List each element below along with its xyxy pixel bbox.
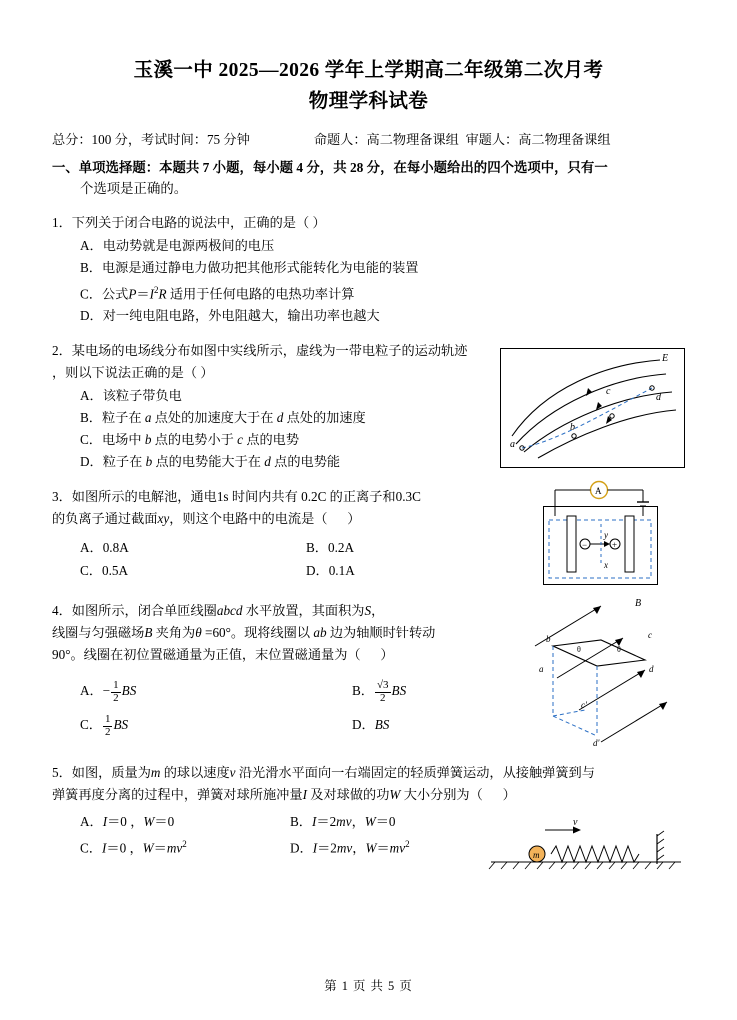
question-5-text-line1: 如图，质量为m 的球以速度v 沿光滑水平面向一右端固定的轻质弹簧运动，从接触弹簧到与 [71,765,595,781]
section-label: 一、单项选择题： [52,160,160,175]
svg-text:x: x [604,560,608,571]
svg-text:v: v [573,817,578,829]
question-4-text-line2: 线圈与匀强磁场B 夹角为θ =60°。现将线圈以 ab 边为轴顺时针转动 [52,625,436,641]
svg-text:b: b [546,634,551,645]
exam-meta-left: 总分：100 分，考试时间：75 分钟 [52,132,250,147]
svg-text:y: y [604,530,608,541]
question-3-text-line1: 如图所示的电解池，通电1s 时间内共有 0.2C 的正离子和0.3C [71,489,421,505]
svg-text:c: c [648,630,652,641]
option-b[interactable]: B．电源是通过静电力做功把其他形式能转化为电能的装置 [80,260,419,275]
option-b[interactable]: B． $\frac{√3}{2}$ BS [352,679,407,704]
svg-text:d: d [656,392,661,404]
svg-text:+: + [612,540,618,551]
option-d[interactable]: D．粒子在 b 点的电势能大于在 d 点的电势能 [80,454,341,470]
question-4 [52,598,685,749]
option-a[interactable]: A．− $\frac{1}{2}$ BS [80,679,137,704]
option-d[interactable]: D．0.1A [306,563,355,579]
question-3-options [52,536,532,582]
svg-text:θ: θ [577,645,581,655]
question-5 [52,762,685,859]
section-heading [52,157,685,199]
question-2-text-line1: 某电场的电场线分布如图中实线所示，虚线为一带电粒子的运动轨迹 [71,343,468,359]
option-c[interactable]: C．公式$P=I^2R$ 适用于任何电路的电热功率计算 [80,285,355,302]
question-3-figure [515,480,685,600]
svg-text:−: − [582,540,588,551]
section-desc: 本题共 7 小题，每小题 4 分，共 28 分，在每小题给出的四个选项中，只有一 [159,160,608,175]
question-3-number: 3． [52,489,72,505]
question-1 [52,212,685,327]
option-a[interactable]: A．该粒子带负电 [80,388,182,404]
svg-text:b: b [570,422,575,434]
option-d[interactable]: D．对一纯电阻电路，外电阻越大，输出功率也越大 [80,308,380,324]
exam-meta-setter: 命题人：高二物理备课组 [313,132,459,147]
question-5-options [52,810,500,859]
svg-text:c: c [606,386,611,398]
svg-text:d: d [649,664,654,675]
question-4-text-line3: 90°。线圈在初位置磁通量为正值，末位置磁通量为（ ） [52,647,394,663]
option-c[interactable]: C．0.5A [80,563,128,579]
option-b[interactable]: B．I＝2mv，W＝0 [290,814,396,830]
page-subtitle: 物理学科试卷 [308,91,429,112]
question-4-stem [52,600,504,666]
question-2-text-line2: ，则以下说法正确的是（ ） [52,365,214,381]
option-c[interactable]: C．电场中 b 点的电势小于 c 点的电势 [80,432,300,448]
option-c[interactable]: C．I＝0 ，$W=mv^2$ [80,839,187,856]
question-1-options [52,235,685,327]
question-4-text-line1: 如图所示，闭合单匝线圈abcd 水平放置，其面积为S， [71,603,385,619]
option-a[interactable]: A．0.8A [80,540,129,556]
option-d[interactable]: D．BS [352,717,390,733]
question-3 [52,486,685,582]
svg-text:a: a [539,664,544,675]
option-b[interactable]: B．0.2A [306,540,354,556]
option-d[interactable]: D．I＝2mv，$W=mv^2$ [290,839,410,856]
svg-text:θ: θ [617,645,621,655]
option-a[interactable]: A．I＝0 ，W＝0 [80,814,175,830]
question-2 [52,340,685,473]
page-footer: 第 1 页 共 5 页 [324,979,413,993]
exam-meta [52,130,685,150]
option-c[interactable]: C． $\frac{1}{2}$ BS [80,713,129,738]
option-a[interactable]: A．电动势就是电源两极间的电压 [80,238,275,253]
exam-meta-reviewer: 审题人：高二物理备课组 [465,132,611,147]
question-1-number: 1． [52,215,72,230]
svg-text:E: E [662,353,669,365]
svg-text:A: A [595,486,602,497]
question-5-stem [52,762,685,806]
question-5-number: 5． [52,765,72,781]
question-2-number: 2． [52,343,72,359]
question-2-stem [52,340,504,384]
question-3-text-line2: 的负离子通过截面xy，则这个电路中的电流是（ ） [52,511,361,527]
question-4-number: 4． [52,603,72,619]
question-1-stem [52,212,685,234]
option-a-label: A． [80,683,103,699]
question-4-figure [505,594,685,754]
option-d-label: D． [352,717,375,733]
question-5-figure [485,814,685,872]
question-3-stem [52,486,504,530]
svg-text:d': d' [593,738,600,749]
question-5-text-line2: 弹簧再度分离的过程中，弹簧对球所施冲量I 及对球做的功W 大小分别为（ ） [52,787,516,803]
section-desc-2: 个选项是正确的。 [80,181,188,196]
page-title: 玉溪一中 2025—2026 学年上学期高二年级第二次月考 [133,60,604,81]
svg-text:a: a [510,439,515,451]
question-1-text: 下列关于闭合电路的说法中，正确的是（ ） [71,215,326,230]
option-b[interactable]: B．粒子在 a 点处的加速度大于在 d 点处的加速度 [80,410,366,426]
svg-text:c': c' [581,700,587,711]
question-4-options [52,674,532,742]
question-2-figure [500,348,685,468]
svg-text:m: m [533,850,540,861]
option-b-label: B． [352,683,374,699]
option-c-label: C． [80,717,102,733]
svg-text:B: B [635,598,642,610]
